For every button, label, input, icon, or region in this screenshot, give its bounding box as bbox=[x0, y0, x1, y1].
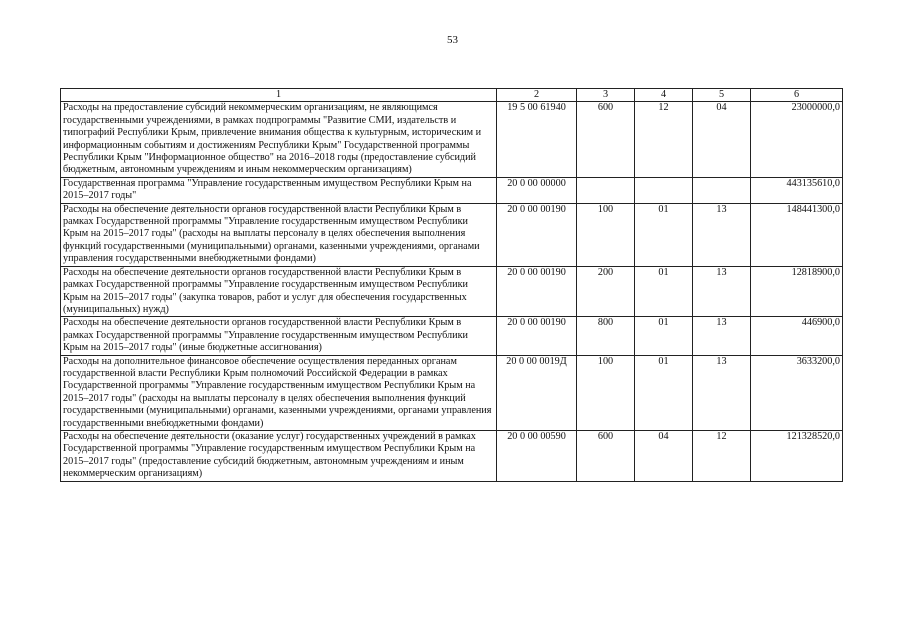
row-section: 01 bbox=[635, 317, 693, 355]
row-section: 12 bbox=[635, 102, 693, 177]
row-target-article: 19 5 00 61940 bbox=[497, 102, 577, 177]
column-header-description: 1 bbox=[61, 89, 497, 102]
row-section bbox=[635, 177, 693, 203]
row-description: Расходы на обеспечение деятельности органов государственной власти Республики Крым в рамках Государственной программы "Управление государственным имуществом Республики Крым на 2015–2017 годы" (закупка товаров, работ и услуг для обеспечения государственных (муниципальных) нужд) bbox=[61, 266, 497, 317]
row-section: 01 bbox=[635, 203, 693, 266]
page-number: 53 bbox=[447, 34, 458, 46]
row-amount: 3633200,0 bbox=[751, 355, 843, 430]
table-row bbox=[61, 355, 843, 430]
budget-table bbox=[60, 88, 843, 482]
row-subsection: 12 bbox=[693, 430, 751, 481]
row-subsection bbox=[693, 177, 751, 203]
row-expense-type: 800 bbox=[577, 317, 635, 355]
column-header-expense-type: 3 bbox=[577, 89, 635, 102]
row-description: Расходы на обеспечение деятельности (оказание услуг) государственных учреждений в рамках Государственной программы "Управление государственным имуществом Республики Крым на 2015–2017 годы" (предоставление субсидий бюджетным, автономным учреждениям и иным некоммерческим организациям) bbox=[61, 430, 497, 481]
table-row bbox=[61, 177, 843, 203]
row-subsection: 13 bbox=[693, 266, 751, 317]
row-target-article: 20 0 00 00190 bbox=[497, 266, 577, 317]
row-target-article: 20 0 00 0019Д bbox=[497, 355, 577, 430]
row-subsection: 13 bbox=[693, 317, 751, 355]
row-description: Государственная программа "Управление государственным имуществом Республики Крым на 2015–2017 годы" bbox=[61, 177, 497, 203]
table-header-row bbox=[61, 89, 843, 102]
row-amount: 12818900,0 bbox=[751, 266, 843, 317]
table-row bbox=[61, 266, 843, 317]
row-amount: 443135610,0 bbox=[751, 177, 843, 203]
row-section: 01 bbox=[635, 266, 693, 317]
row-expense-type: 100 bbox=[577, 203, 635, 266]
row-expense-type: 600 bbox=[577, 102, 635, 177]
row-target-article: 20 0 00 00190 bbox=[497, 203, 577, 266]
column-header-target-article: 2 bbox=[497, 89, 577, 102]
row-amount: 121328520,0 bbox=[751, 430, 843, 481]
row-expense-type bbox=[577, 177, 635, 203]
row-subsection: 04 bbox=[693, 102, 751, 177]
column-header-amount: 6 bbox=[751, 89, 843, 102]
row-description: Расходы на обеспечение деятельности органов государственной власти Республики Крым в рамках Государственной программы "Управление государственным имуществом Республики Крым на 2015–2017 годы" (иные бюджетные ассигнования) bbox=[61, 317, 497, 355]
row-subsection: 13 bbox=[693, 203, 751, 266]
row-target-article: 20 0 00 00590 bbox=[497, 430, 577, 481]
row-expense-type: 200 bbox=[577, 266, 635, 317]
row-expense-type: 600 bbox=[577, 430, 635, 481]
row-description: Расходы на предоставление субсидий некоммерческим организациям, не являющимся государственными учреждениями, в рамках подпрограммы "Развитие СМИ, издательств и типографий Республики Крым, привлечение внимания общества к культурным, историческим и информационным событиям и достижениям Республики Крым" Государственной программы Республики Крым "Информационное общество" на 2016–2018 годы (предоставление субсидий бюджетным, автономным учреждениям и иным некоммерческим организациям) bbox=[61, 102, 497, 177]
row-description: Расходы на дополнительное финансовое обеспечение осуществления переданных органам государственной власти Республики Крым полномочий Российской Федерации в рамках Государственной программы "Управление государственным имуществом Республики Крым на 2015–2017 годы" (расходы на выплаты персоналу в целях обеспечения выполнения функций государственными (муниципальными) органами, казенными учреждениями, органами управления государственными внебюджетными фондами) bbox=[61, 355, 497, 430]
table-row bbox=[61, 430, 843, 481]
table-row bbox=[61, 102, 843, 177]
row-expense-type: 100 bbox=[577, 355, 635, 430]
row-amount: 148441300,0 bbox=[751, 203, 843, 266]
table-row bbox=[61, 317, 843, 355]
table-row bbox=[61, 203, 843, 266]
row-section: 01 bbox=[635, 355, 693, 430]
row-target-article: 20 0 00 00190 bbox=[497, 317, 577, 355]
row-description: Расходы на обеспечение деятельности органов государственной власти Республики Крым в рамках Государственной программы "Управление государственным имуществом Республики Крым на 2015–2017 годы" (расходы на выплаты персоналу в целях обеспечения выполнения функций государственными (муниципальными) органами, казенными учреждениями, органами управления государственными внебюджетными фондами) bbox=[61, 203, 497, 266]
row-target-article: 20 0 00 00000 bbox=[497, 177, 577, 203]
row-amount: 446900,0 bbox=[751, 317, 843, 355]
column-header-section: 4 bbox=[635, 89, 693, 102]
column-header-subsection: 5 bbox=[693, 89, 751, 102]
row-amount: 23000000,0 bbox=[751, 102, 843, 177]
row-section: 04 bbox=[635, 430, 693, 481]
row-subsection: 13 bbox=[693, 355, 751, 430]
